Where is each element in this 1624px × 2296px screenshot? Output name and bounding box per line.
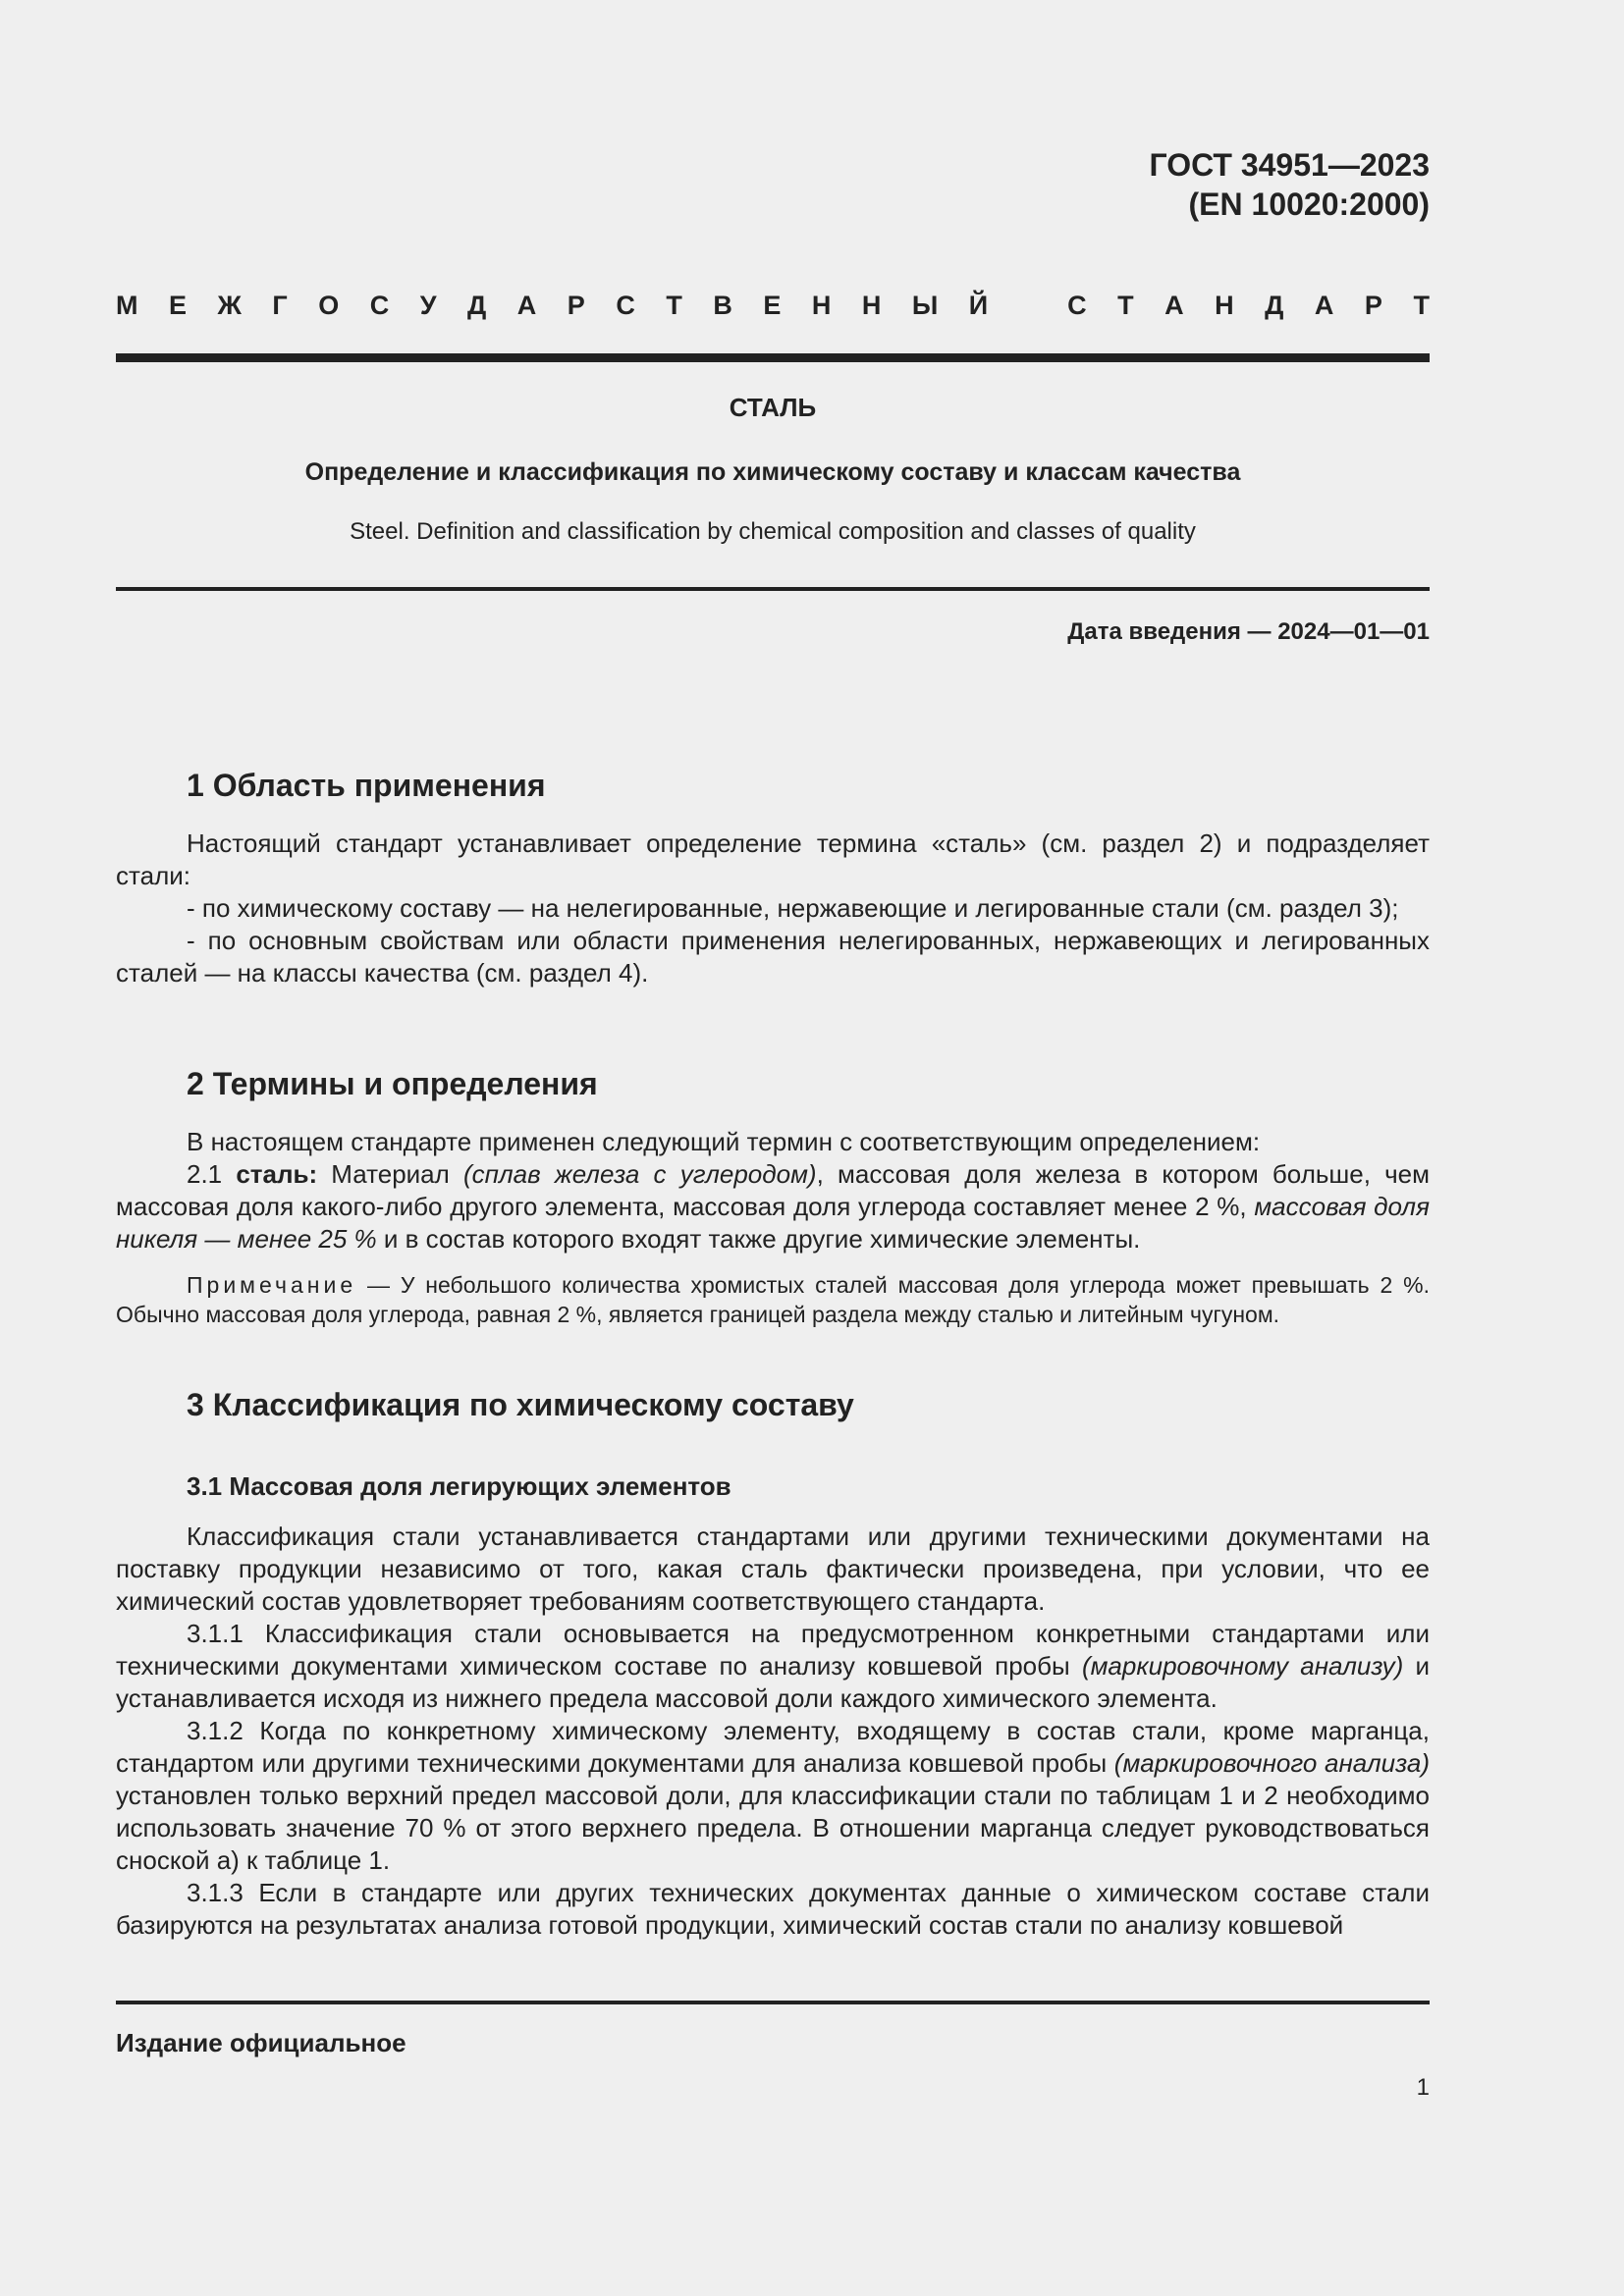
heading-letter: А [1164,291,1184,320]
heading-letter: С [1067,291,1087,320]
clause-text: установлен только верхний предел массовой доли, для классификации стали по таблицам 1 и 2 необходимо использовать значение 70 % от этого верхнего предела. В отношении марганца следует руководствоваться сноской а) к таблице 1. [116,1781,1430,1875]
heading-letter: А [1314,291,1334,320]
clause-text: и устанавливается исходя из нижнего предела массовой доли каждого химического элемента. [116,1651,1430,1713]
heading-letter: С [616,291,635,320]
heading-letter: Н [861,291,882,320]
clause-3-1-3: 3.1.3 Если в стандарте или других технических документах данные о химическом составе стали базируются на результатах анализа готовой продукции, химический состав стали по анализу ковшевой [116,1878,1430,1940]
gost-number-block [1149,145,1430,224]
heading-letter: Е [169,291,188,320]
definition-text: и в состав которого входят также другие химические элементы. [376,1224,1141,1254]
heading-letter: М [116,291,138,320]
section-2-paragraph: В настоящем стандарте применен следующий термин с соответствующим определением: [187,1127,1261,1156]
heading-letter: С [369,291,390,320]
clause-text: 3.1.2 Когда по конкретному химическому элементу, входящему в состав стали, кроме марганца, стандартом или другими техническими документами для анализа ковшевой пробы [116,1716,1430,1778]
defined-term: сталь: [236,1159,318,1189]
note [116,1270,1430,1329]
subsection-3-1-heading: 3.1 Массовая доля легирующих элементов [187,1471,731,1501]
en-number: (EN 10020:2000) [1188,187,1430,222]
title-rule [116,587,1430,591]
section-3-paragraph: Классификация стали устанавливается стандартами или другими техническими документами на поставку продукции независимо от того, какая сталь фактически произведена, при условии, что ее химический состав удовлетворяет требованиям соответствующего стандарта. [116,1522,1430,1616]
introduction-date: Дата введения — 2024—01—01 [1067,618,1430,645]
clause-text: 3.1.1 Классификация стали основывается на предусмотренном конкретными стандартами или техническими документами химическом составе по анализу ковшевой пробы [116,1619,1430,1681]
page-number: 1 [1416,2074,1430,2101]
document-subtitle-en: Steel. Definition and classification by chemical composition and classes of quality [350,518,1196,545]
note-label: Примечание [187,1272,357,1298]
heading-letter: Т [1413,291,1430,320]
section-1-list-item: - по химическому составу — на нелегированные, нержавеющие и легированные стали (см. раздел 3); [187,893,1399,923]
term-definition [116,1158,1430,1255]
heading-letter: Т [666,291,682,320]
section-2-heading: 2 Термины и определения [187,1066,598,1101]
heading-letter: Ы [911,291,939,320]
heading-letter: Г [272,291,288,320]
document-title: СТАЛЬ [729,393,817,422]
heading-letter: О [318,291,340,320]
heading-letter: Н [1215,291,1234,320]
section-2-body [116,1126,1430,1255]
clause-3-1-2 [116,1715,1430,1877]
heading-letter: Р [1364,291,1382,320]
heading-letter: Ж [217,291,242,320]
section-3-heading: 3 Классификация по химическому составу [187,1387,854,1422]
heading-letter: Т [1117,291,1134,320]
section-1-paragraph: Настоящий стандарт устанавливает определение термина «сталь» (см. раздел 2) и подразделяет стали: [116,828,1430,890]
heading-letter: Д [467,291,487,320]
heading-letter: У [419,291,437,320]
section-1-list-item: - по основным свойствам или области применения нелегированных, нержавеющих и легированных сталей — на классы качества (см. раздел 4). [116,926,1430,988]
definition-text: массовая доля никеля — менее 25 % [116,1192,1430,1254]
note-text: — У небольшого количества хромистых сталей массовая доля углерода может превышать 2 %. Обычно массовая доля углерода, равная 2 %, является границей раздела между сталью и литейным чугуном. [116,1272,1430,1327]
definition-text: Материал [317,1159,463,1189]
clause-3-1-1 [116,1618,1430,1715]
edition-label: Издание официальное [116,2028,406,2057]
section-1-body [116,828,1430,989]
heading-letter: Й [968,291,989,320]
heading-letter: Н [811,291,832,320]
heading-letter [1019,291,1037,321]
standard-type-heading [116,291,1430,321]
section-3-body [116,1521,1430,1942]
heading-letter: А [516,291,537,320]
heading-letter: В [713,291,732,320]
footer-rule [116,2001,1430,2004]
heading-letter: Р [567,291,585,320]
clause-text: (маркировочного анализа) [1113,1748,1430,1778]
definition-number: 2.1 [187,1159,237,1189]
gost-number: ГОСТ 34951—2023 [1149,147,1430,183]
document-subtitle: Определение и классификация по химическому составу и классам качества [304,458,1241,486]
section-1-heading: 1 Область применения [187,768,546,803]
definition-text: , массовая доля железа в котором больше, чем массовая доля какого-либо другого элемента, массовая доля углерода составляет менее 2 %, [116,1159,1430,1221]
header-rule [116,353,1430,362]
heading-letter: Е [763,291,782,320]
clause-text: (маркировочному анализу) [1081,1651,1404,1681]
heading-letter: Д [1265,291,1284,320]
definition-text: (сплав железа с углеродом) [462,1159,817,1189]
